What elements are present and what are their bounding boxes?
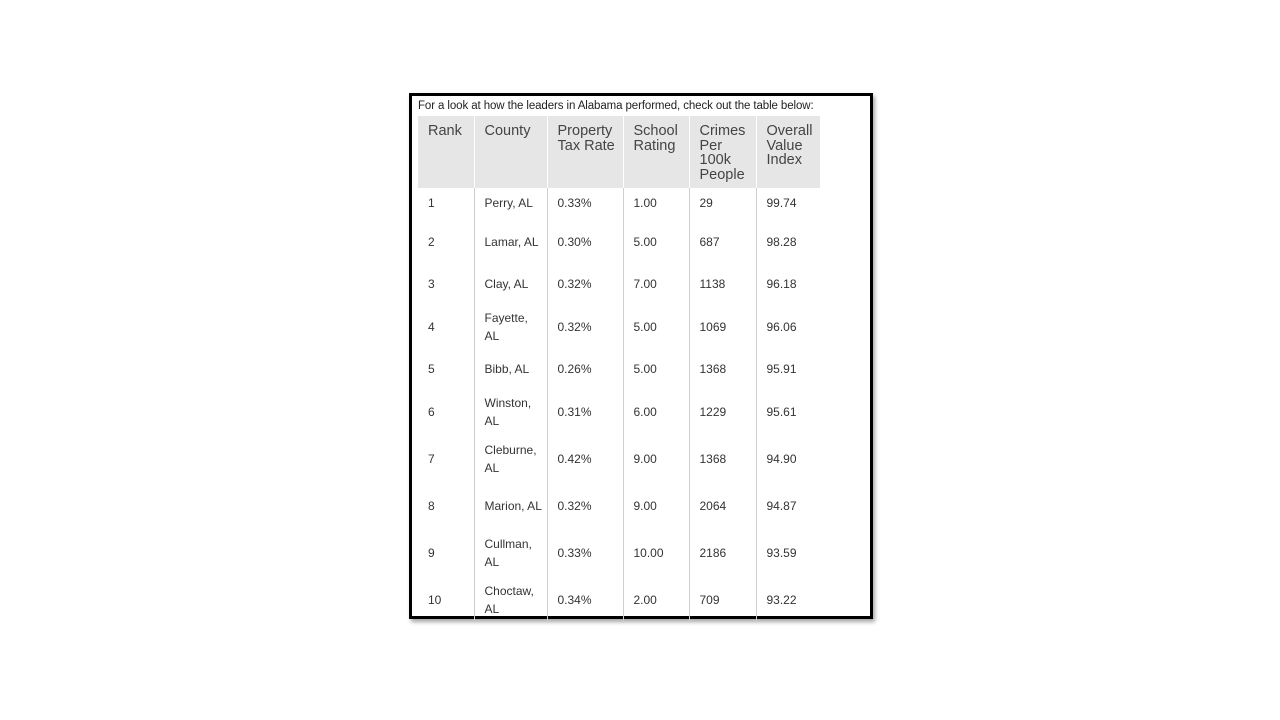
cell-value-index: 98.28 (756, 218, 820, 265)
cell-county: Clay, AL (474, 265, 547, 303)
cell-value-index: 96.06 (756, 303, 820, 350)
cell-county: Fayette, AL (474, 303, 547, 350)
cell-school-rating: 5.00 (623, 350, 689, 388)
cell-rank: 7 (428, 451, 435, 466)
table-row (418, 529, 820, 576)
table-row (418, 482, 820, 529)
cell-rank: 10 (428, 592, 442, 607)
cell-value-index: 94.90 (756, 435, 820, 482)
table-row (418, 576, 820, 623)
cell-crimes: 709 (689, 576, 756, 623)
cell-county: Perry, AL (474, 188, 547, 218)
table-row (418, 218, 820, 265)
cell-school-rating: 10.00 (623, 529, 689, 576)
table-row (418, 388, 820, 435)
header-county: County (474, 116, 547, 188)
cell-county: Cleburne, AL (474, 435, 547, 482)
table-row (418, 265, 820, 303)
cell-school-rating: 6.00 (623, 388, 689, 435)
table-row (418, 435, 820, 482)
cell-property-tax-rate: 0.32% (547, 482, 623, 529)
header-rank: Rank (418, 116, 474, 188)
cell-county: Winston, AL (474, 388, 547, 435)
cell-school-rating: 5.00 (623, 218, 689, 265)
cell-crimes: 1368 (689, 435, 756, 482)
table-header (418, 116, 820, 188)
header-property-tax-rate: Property Tax Rate (547, 116, 623, 188)
table-body (418, 188, 820, 623)
cell-property-tax-rate: 0.26% (547, 350, 623, 388)
cell-crimes: 1138 (689, 265, 756, 303)
cell-rank: 4 (428, 319, 435, 334)
cell-rank: 3 (428, 277, 435, 291)
cell-crimes: 29 (689, 188, 756, 218)
cell-rank: 2 (428, 234, 435, 249)
leaders-table (418, 116, 820, 623)
cell-school-rating: 7.00 (623, 265, 689, 303)
cell-county: Bibb, AL (474, 350, 547, 388)
table-row (418, 303, 820, 350)
cell-property-tax-rate: 0.34% (547, 576, 623, 623)
cell-value-index: 93.22 (756, 576, 820, 623)
cell-value-index: 93.59 (756, 529, 820, 576)
cell-rank: 8 (428, 498, 435, 513)
cell-school-rating: 9.00 (623, 435, 689, 482)
header-school-rating: School Rating (623, 116, 689, 188)
cell-property-tax-rate: 0.31% (547, 388, 623, 435)
cell-school-rating: 1.00 (623, 188, 689, 218)
header-crimes-per-100k: Crimes Per 100k People (689, 116, 756, 188)
cell-value-index: 95.61 (756, 388, 820, 435)
cell-property-tax-rate: 0.33% (547, 529, 623, 576)
cell-county: Choctaw, AL (474, 576, 547, 623)
cell-rank: 6 (428, 404, 435, 419)
cell-rank: 5 (428, 362, 435, 376)
cell-value-index: 95.91 (756, 350, 820, 388)
table-row (418, 188, 820, 218)
cell-school-rating: 9.00 (623, 482, 689, 529)
table-screenshot-frame (409, 93, 873, 619)
cell-rank: 9 (428, 545, 435, 560)
cell-property-tax-rate: 0.32% (547, 265, 623, 303)
cell-value-index: 96.18 (756, 265, 820, 303)
cell-value-index: 99.74 (756, 188, 820, 218)
header-row (418, 116, 820, 188)
cell-crimes: 1229 (689, 388, 756, 435)
cell-crimes: 1069 (689, 303, 756, 350)
cell-school-rating: 2.00 (623, 576, 689, 623)
cell-value-index: 94.87 (756, 482, 820, 529)
cell-crimes: 1368 (689, 350, 756, 388)
table-row (418, 350, 820, 388)
cell-rank: 1 (428, 196, 435, 210)
cell-property-tax-rate: 0.33% (547, 188, 623, 218)
cell-county: Marion, AL (474, 482, 547, 529)
cell-county: Cullman, AL (474, 529, 547, 576)
cell-property-tax-rate: 0.32% (547, 303, 623, 350)
header-overall-value-index: Overall Value Index (756, 116, 820, 188)
cell-crimes: 2186 (689, 529, 756, 576)
cell-property-tax-rate: 0.42% (547, 435, 623, 482)
cell-county: Lamar, AL (474, 218, 547, 265)
cell-crimes: 2064 (689, 482, 756, 529)
cell-crimes: 687 (689, 218, 756, 265)
cell-property-tax-rate: 0.30% (547, 218, 623, 265)
cell-school-rating: 5.00 (623, 303, 689, 350)
intro-text: For a look at how the leaders in Alabama performed, check out the table below: (418, 100, 814, 112)
